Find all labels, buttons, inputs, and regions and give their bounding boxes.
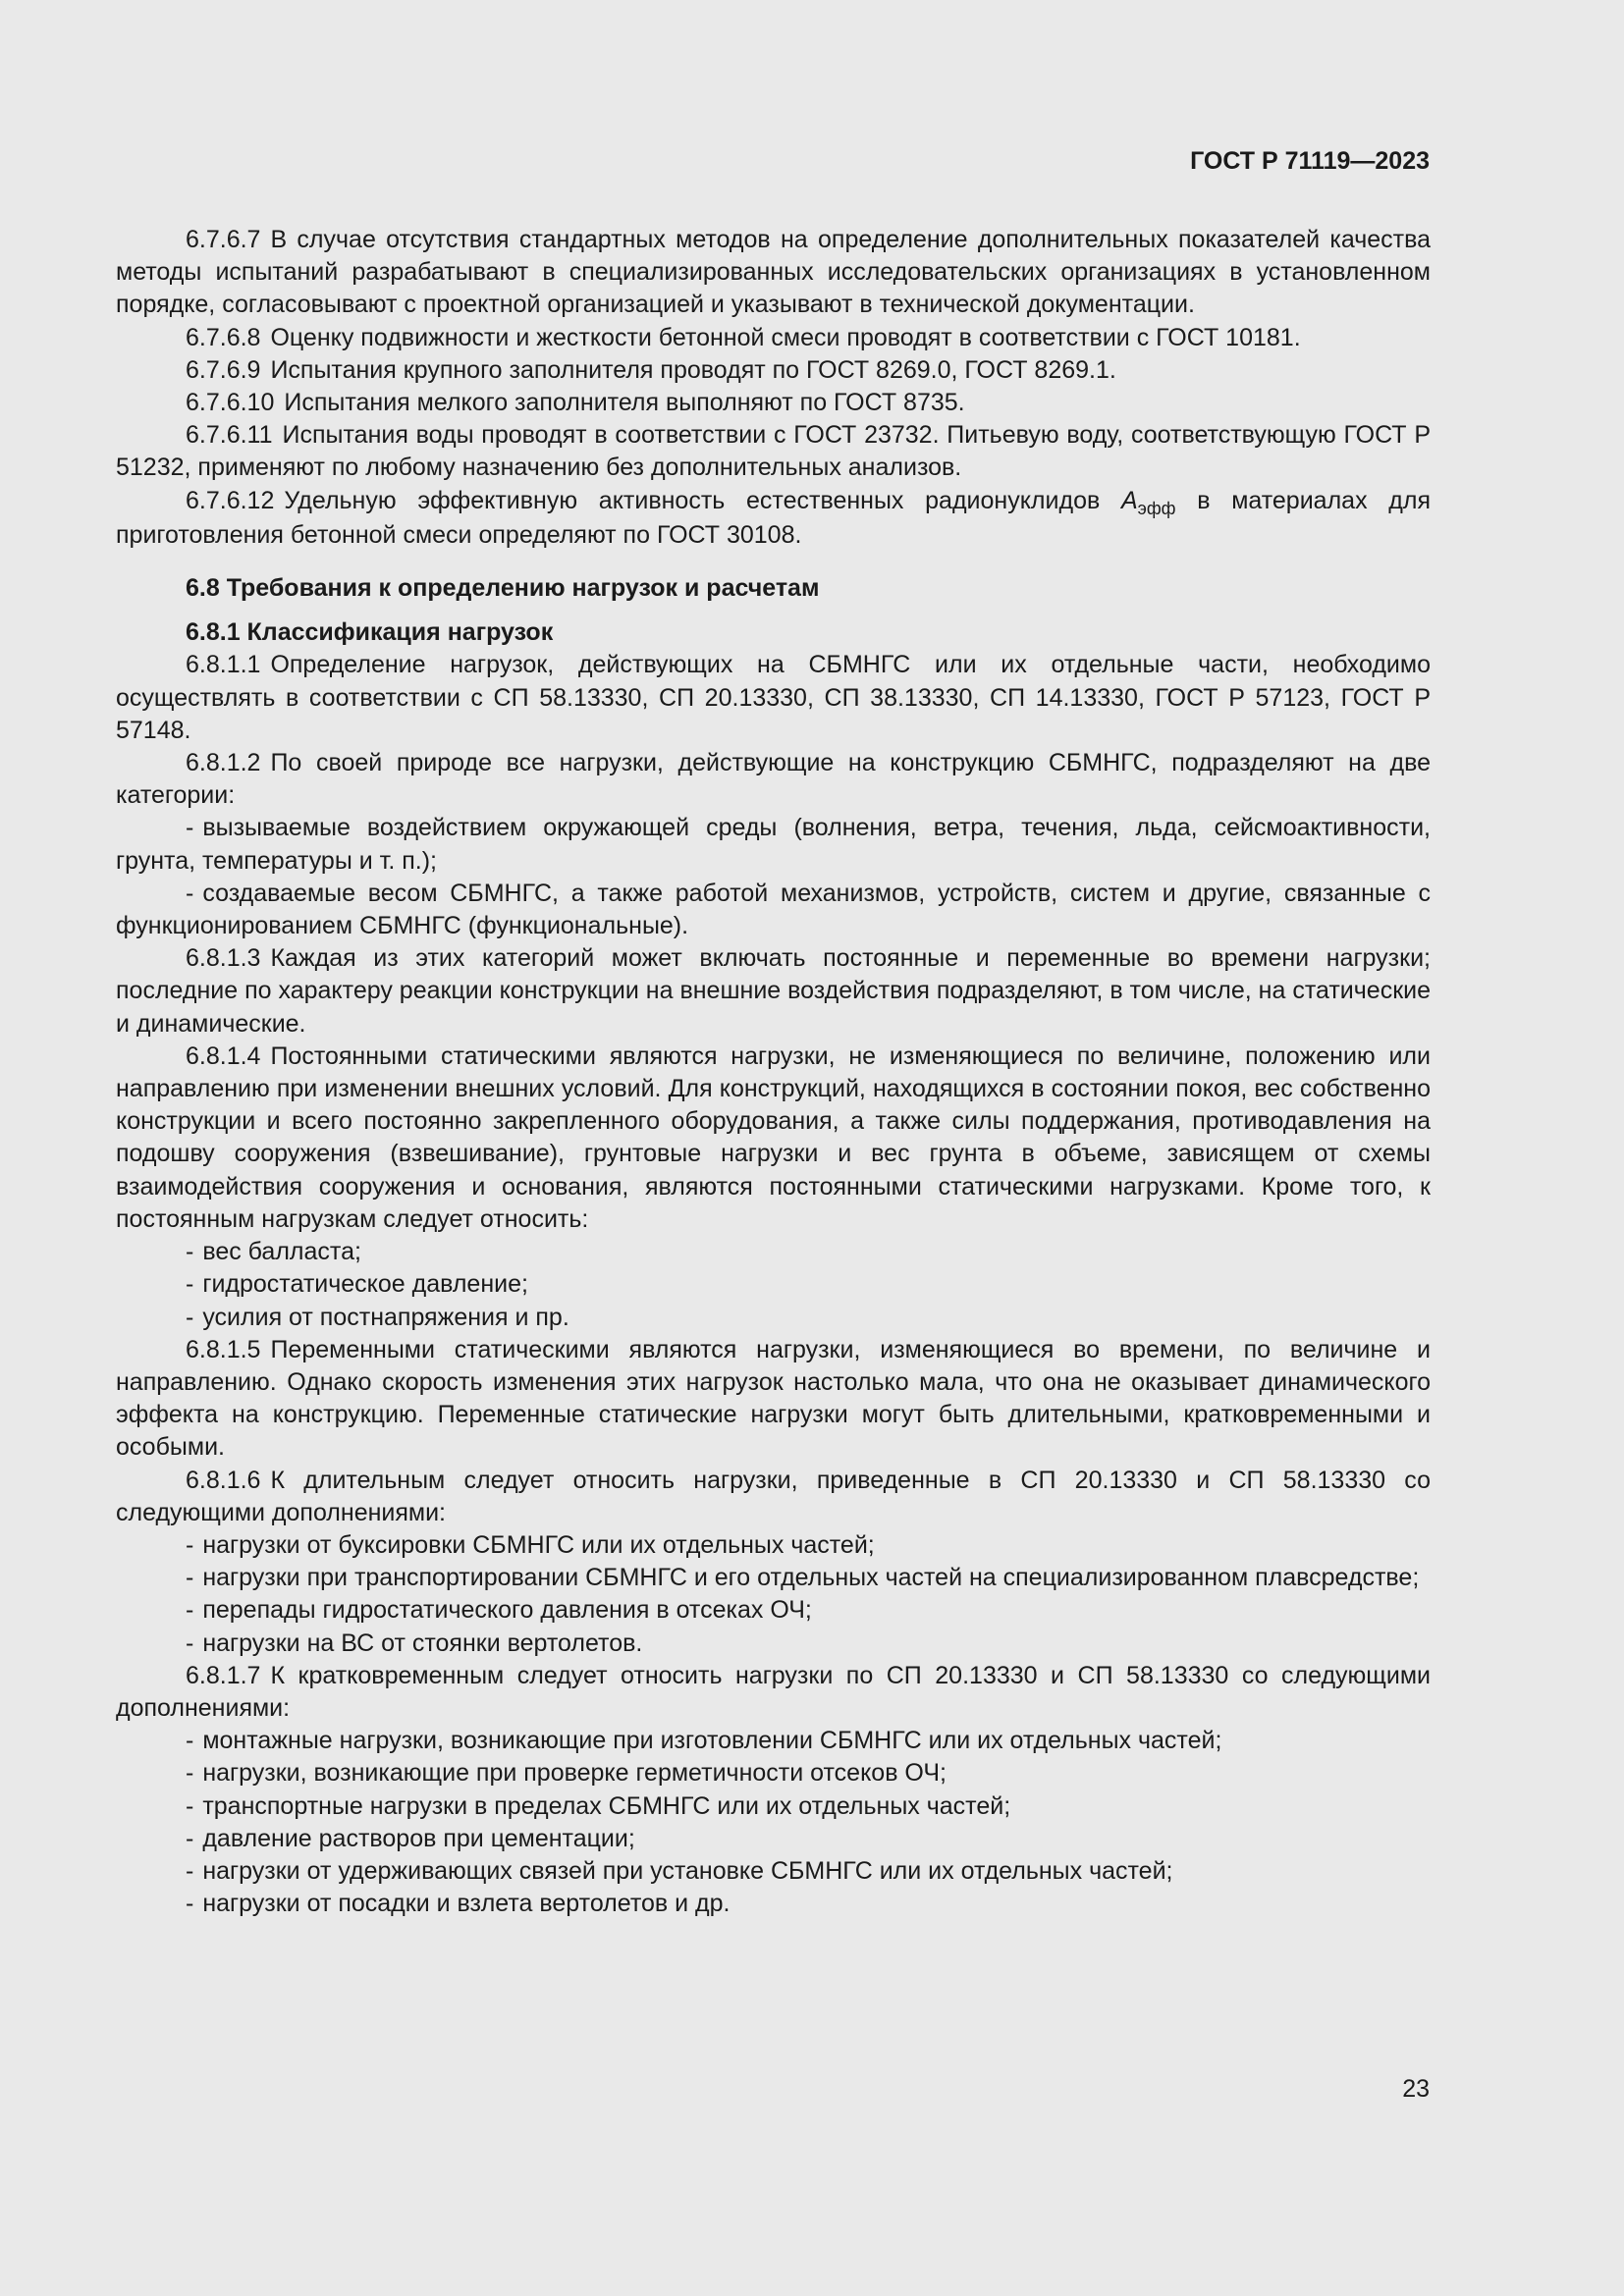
list-item-text: создаваемые весом СБМНГС, а также работой механизмов, устройств, систем и другие, связанные с функционированием СБМНГС (функциональные).: [116, 879, 1431, 940]
clause-number: 6.7.6.11: [186, 421, 273, 450]
page-number: 23: [1402, 2075, 1430, 2103]
list-dash: -: [186, 1890, 194, 1918]
paragraph-6-8-1-2: [116, 747, 1431, 812]
clause-text-start: Удельную эффективную активность естественных радионуклидов: [284, 486, 1121, 514]
list-dash: -: [186, 1270, 194, 1299]
list-item-text: транспортные нагрузки в пределах СБМНГС или их отдельных частей;: [202, 1791, 1011, 1820]
list-item: [116, 1236, 1431, 1268]
list-item-text: нагрузки при транспортировании СБМНГС и его отдельных частей на специализированном плавсредстве;: [202, 1564, 1420, 1592]
list-dash: -: [186, 814, 194, 842]
clause-text: В случае отсутствия стандартных методов на определение дополнительных показателей качества методы испытаний разрабатывают в специализированных исследовательских организациях в установленном порядке, согласовывают с проектной организацией и указывают в технической документации.: [116, 226, 1431, 319]
clause-number: 6.7.6.12: [186, 486, 275, 514]
list-item-text: давление растворов при цементации;: [202, 1824, 635, 1852]
section-heading-6-8: 6.8 Требования к определению нагрузок и расчетам: [186, 574, 820, 603]
clause-text: Испытания воды проводят в соответствии с ГОСТ 23732. Питьевую воду, соответствующую ГОСТ Р 51232, применяют по любому назначению без дополнительных анализов.: [116, 421, 1431, 482]
list-item-text: нагрузки от посадки и взлета вертолетов и др.: [202, 1890, 731, 1918]
list-item-text: перепады гидростатического давления в отсеках ОЧ;: [202, 1596, 812, 1625]
clause-text: Каждая из этих категорий может включать постоянные и переменные во времени нагрузки; последние по характеру реакции конструкции на внешние воздействия подразделяют, в том числе, на статические и динамические.: [116, 944, 1431, 1038]
paragraph-6-8-1-1: [116, 649, 1431, 747]
list-item: [116, 1888, 1431, 1920]
list-item: [116, 1529, 1431, 1562]
clause-text: Оценку подвижности и жесткости бетонной смеси проводят в соответствии с ГОСТ 10181.: [270, 323, 1301, 351]
paragraph-6-8-1-4: [116, 1041, 1431, 1236]
clause-text: Испытания мелкого заполнителя выполняют по ГОСТ 8735.: [284, 389, 965, 417]
paragraph-6-7-6-12: [116, 485, 1431, 552]
activity-subscript: эфф: [1137, 498, 1176, 518]
list-item: [116, 1790, 1431, 1823]
list-dash: -: [186, 1629, 194, 1657]
list-item-text: нагрузки, возникающие при проверке герметичности отсеков ОЧ;: [202, 1759, 947, 1788]
section-heading-6-8-1: 6.8.1 Классификация нагрузок: [186, 618, 554, 647]
clause-number: 6.8.1.4: [186, 1041, 261, 1070]
paragraph-6-8-1-5: [116, 1334, 1431, 1465]
clause-text: По своей природе все нагрузки, действующие на конструкцию СБМНГС, подразделяют на две категории:: [116, 749, 1431, 810]
clause-number: 6.8.1.7: [186, 1661, 261, 1689]
clause-text-end: в материалах для приготовления бетонной смеси определяют по ГОСТ 30108.: [116, 486, 1431, 549]
list-item-text: нагрузки на ВС от стоянки вертолетов.: [202, 1629, 643, 1657]
clause-number: 6.7.6.7: [186, 226, 261, 253]
list-dash: -: [186, 879, 194, 907]
list-item-text: усилия от постнапряжения и пр.: [202, 1303, 569, 1331]
clause-text: Постоянными статическими являются нагрузки, не изменяющиеся по величине, положению или направлению при изменении внешних условий. Для конструкций, находящихся в состоянии покоя, вес собственно конструкции и всего постоянно закрепленного оборудования, а также силы поддержания, противодавления на подошву сооружения (взвешивание), грунтовые нагрузки и вес грунта в объеме, зависящем от схемы взаимодействия сооружения и основания, являются постоянными статическими нагрузками. Кроме того, к постоянным нагрузкам следует относить:: [116, 1041, 1431, 1233]
list-dash: -: [186, 1530, 194, 1559]
paragraph-6-8-1-6: [116, 1465, 1431, 1529]
list-item: [116, 878, 1431, 942]
list-dash: -: [186, 1303, 194, 1331]
clause-text: Испытания крупного заполнителя проводят по ГОСТ 8269.0, ГОСТ 8269.1.: [270, 355, 1116, 384]
list-item-text: монтажные нагрузки, возникающие при изготовлении СБМНГС или их отдельных частей;: [202, 1727, 1222, 1755]
list-dash: -: [186, 1791, 194, 1820]
clause-text: К кратковременным следует относить нагрузки по СП 20.13330 и СП 58.13330 со следующими дополнениями:: [116, 1661, 1431, 1722]
paragraph-6-7-6-11: [116, 419, 1431, 484]
clause-number: 6.7.6.10: [186, 389, 275, 417]
list-item-text: нагрузки от буксировки СБМНГС или их отдельных частей;: [202, 1530, 875, 1559]
clause-number: 6.8.1.2: [186, 749, 261, 777]
list-item: [116, 1823, 1431, 1855]
clause-number: 6.8.1.6: [186, 1466, 261, 1494]
clause-text: К длительным следует относить нагрузки, приведенные в СП 20.13330 и СП 58.13330 со следующими дополнениями:: [116, 1466, 1431, 1526]
document-body: [116, 224, 1431, 1920]
list-dash: -: [186, 1238, 194, 1266]
list-item: [116, 1302, 1431, 1334]
list-item-text: вызываемые воздействием окружающей среды (волнения, ветра, течения, льда, сейсмоактивности, грунта, температуры и т. п.);: [116, 814, 1431, 875]
paragraph-6-8-1-7: [116, 1660, 1431, 1725]
list-item-text: нагрузки от удерживающих связей при установке СБМНГС или их отдельных частей;: [202, 1856, 1173, 1885]
list-item-text: вес балласта;: [202, 1238, 361, 1266]
document-code-header: ГОСТ Р 71119—2023: [1190, 147, 1430, 175]
list-item: [116, 812, 1431, 877]
paragraph-6-7-6-7: [116, 224, 1431, 322]
list-item: [116, 1562, 1431, 1594]
clause-number: 6.7.6.8: [186, 323, 261, 351]
paragraph-6-7-6-10: [116, 387, 1431, 419]
activity-symbol: A: [1120, 486, 1138, 514]
list-item: [116, 1725, 1431, 1757]
clause-number: 6.7.6.9: [186, 355, 261, 384]
list-item: [116, 1594, 1431, 1627]
list-item: [116, 1628, 1431, 1660]
paragraph-6-8-1-3: [116, 942, 1431, 1041]
list-item: [116, 1268, 1431, 1301]
list-dash: -: [186, 1759, 194, 1788]
list-dash: -: [186, 1727, 194, 1755]
list-item: [116, 1855, 1431, 1888]
list-dash: -: [186, 1856, 194, 1885]
paragraph-6-7-6-9: [116, 354, 1431, 387]
clause-number: 6.8.1.5: [186, 1335, 261, 1363]
list-dash: -: [186, 1596, 194, 1625]
list-item: [116, 1757, 1431, 1789]
clause-number: 6.8.1.3: [186, 944, 261, 973]
list-item-text: гидростатическое давление;: [202, 1270, 528, 1299]
list-dash: -: [186, 1564, 194, 1592]
clause-number: 6.8.1.1: [186, 651, 261, 679]
clause-text: Переменными статическими являются нагрузки, изменяющиеся во времени, по величине и направлению. Однако скорость изменения этих нагрузок настолько мала, что она не оказывает динамического эффекта на конструкцию. Переменные статические нагрузки могут быть длительными, кратковременными и особыми.: [116, 1335, 1431, 1462]
list-dash: -: [186, 1824, 194, 1852]
clause-text: Определение нагрузок, действующих на СБМНГС или их отдельные части, необходимо осуществлять в соответствии с СП 58.13330, СП 20.13330, СП 38.13330, СП 14.13330, ГОСТ Р 57123, ГОСТ Р 57148.: [116, 651, 1431, 744]
paragraph-6-7-6-8: [116, 322, 1431, 354]
